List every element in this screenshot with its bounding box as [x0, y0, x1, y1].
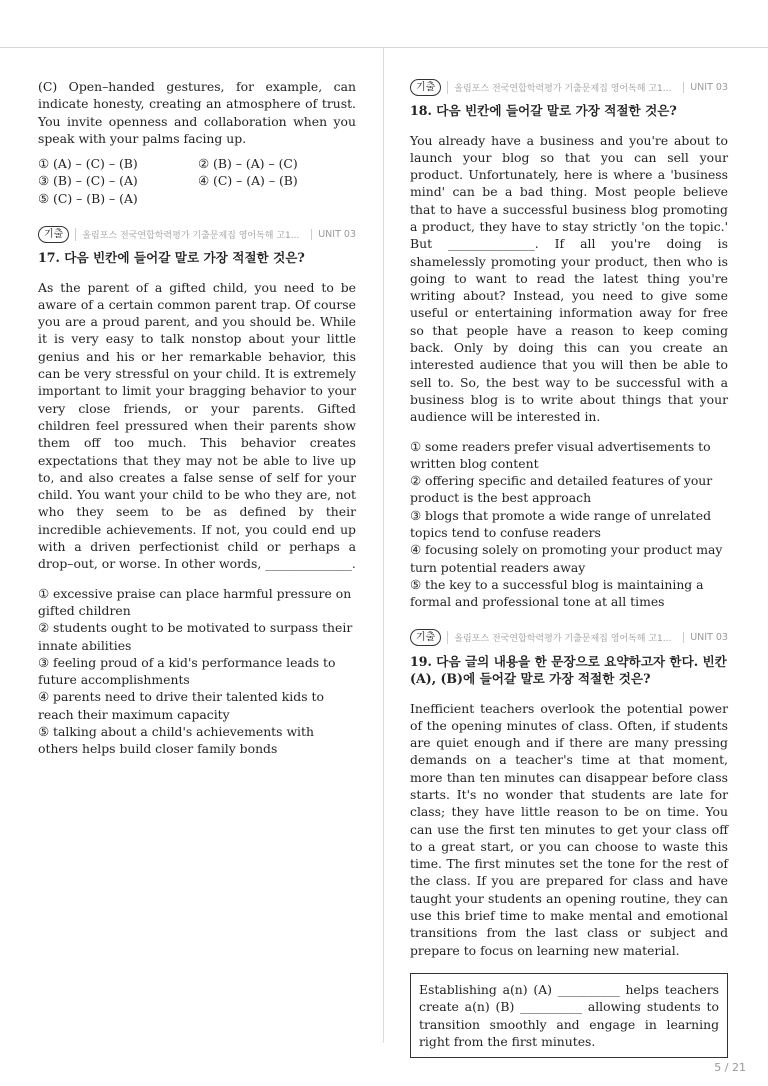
- q16-option-1: ① (A) – (C) – (B): [38, 156, 138, 172]
- q17-block: [38, 225, 356, 758]
- q19-summary-box: [410, 973, 728, 1058]
- q18-passage: You already have a business and you're about to launch your blog so that you can sell your product. Unfortunately, here is where a 'business mind' can be a bad thing. Most people believe that to have a successful business blog promoting a product, they have to stay strictly 'on the topic.' But ______________. If all you're doing is shamelessly promoting your product, then who is going to want to read the latest thing you're writing about? Instead, you need to give some useful or entertaining information away for free so that people have a reason to keep coming back. Only by doing this can you create an interested audience that you will then be able to sell to. So, the best way to be successful with a business blog is to write about things that your audience will be interested in.: [410, 132, 728, 425]
- q18-option-5: ⑤ the key to a successful blog is maintaining a formal and professional tone at all times: [410, 576, 704, 610]
- q18-option-4: ④ focusing solely on promoting your product may turn potential readers away: [410, 542, 723, 575]
- q16-option-3: ③ (B) – (C) – (A): [38, 173, 138, 189]
- q18-block: [410, 78, 728, 611]
- q18-header: [410, 78, 728, 96]
- right-column: [410, 78, 728, 1058]
- q18-options: [410, 438, 728, 611]
- q16-option-2: ② (B) – (A) – (C): [198, 156, 298, 172]
- q17-options: [38, 585, 356, 758]
- q17-option-3: ③ feeling proud of a kid's performance leads to future accomplishments: [38, 654, 336, 688]
- q19-passage: Inefficient teachers overlook the potential power of the opening minutes of class. Often, if students are quiet enough and if there are many pressing demands on a teacher's time at that moment, more than ten minutes can disappear before class starts. It's no wonder that students are late for class; they have little reason to be on time. You can use the first ten minutes to get your class off to a great start, or you can choose to waste this time. The first minutes set the tone for the rest of the class. If you are prepared for class and have taught your students an opening routine, they can use this brief time to make mental and emotional transitions from the last class or subject and prepare to focus on learning new material.: [410, 700, 728, 958]
- q18-option-1: ① some readers prefer visual advertisements to written blog content: [410, 438, 711, 471]
- q19-tag-badge: 기출: [410, 629, 441, 646]
- q19-summary: Establishing a(n) (A) __________ helps teachers create a(n) (B) __________ allowing students to transition smoothly and engage in learning right from the first minutes.: [419, 981, 719, 1049]
- q17-option-1: ① excessive praise can place harmful pressure on gifted children: [38, 585, 352, 618]
- q18-option-2: ② offering specific and detailed features of your product is the best approach: [410, 473, 713, 506]
- left-column: [38, 78, 356, 758]
- q18-title: 18. 다음 빈칸에 들어갈 말로 가장 적절한 것은?: [410, 103, 677, 118]
- page-number: 5 / 21: [714, 1061, 746, 1074]
- header-rule: [0, 47, 768, 48]
- q17-option-4: ④ parents need to drive their talented kids to reach their maximum capacity: [38, 689, 324, 722]
- q18-source: 올림포스 전국연합학력평가 기출문제집 영어독해 고1...: [447, 81, 683, 94]
- q17-title: 17. 다음 빈칸에 들어갈 말로 가장 적절한 것은?: [38, 250, 305, 266]
- q18-option-3: ③ blogs that promote a wide range of unrelated topics tend to confuse readers: [410, 507, 712, 541]
- q17-tag-badge: 기출: [38, 226, 69, 243]
- q17-source: 올림포스 전국연합학력평가 기출문제집 영어독해 고1...: [75, 228, 311, 241]
- q17-unit: UNIT 03: [311, 229, 356, 240]
- q19-block: [410, 629, 728, 1059]
- q16-passage-end: (C) Open–handed gestures, for example, can indicate honesty, creating an atmosphere of trust. You invite openness and collaboration when you speak with your palms facing up.: [38, 79, 356, 146]
- column-divider: [383, 48, 384, 1043]
- q19-header: [410, 629, 728, 647]
- q16-option-5: ⑤ (C) – (B) – (A): [38, 190, 138, 206]
- q17-header: [38, 225, 356, 243]
- q17-option-2: ② students ought to be motivated to surpass their innate abilities: [38, 620, 353, 653]
- q19-title: 19. 다음 글의 내용을 한 문장으로 요약하고자 한다. 빈칸 (A), (B)에 들어갈 말로 가장 적절한 것은?: [410, 653, 727, 687]
- q18-unit: UNIT 03: [683, 82, 728, 93]
- q17-option-5: ⑤ talking about a child's achievements with others helps build closer family bonds: [38, 724, 314, 757]
- q17-passage: As the parent of a gifted child, you need to be aware of a certain common parent trap. Of course you are a proud parent, and you should be. While it is very easy to talk nonstop about your little genius and his or her remarkable behavior, this can be very stressful on your child. It is extremely important to limit your bragging behavior to your very close friends, or your parents. Gifted children feel pressured when their parents show them off too much. This behavior creates expectations that they may not be able to live up to, and also creates a false sense of self for your child. You want your child to be who they are, not who they seem to be as defined by their incredible achievements. If not, you could end up with a driven perfectionist child or perhaps a drop–out, or worse. In other words, ______________.: [38, 279, 356, 572]
- q19-unit: UNIT 03: [683, 632, 728, 643]
- q18-tag-badge: 기출: [410, 79, 441, 96]
- q19-source: 올림포스 전국연합학력평가 기출문제집 영어독해 고1...: [447, 631, 683, 644]
- q16-option-4: ④ (C) – (A) – (B): [198, 173, 298, 189]
- q16-options: [38, 155, 356, 207]
